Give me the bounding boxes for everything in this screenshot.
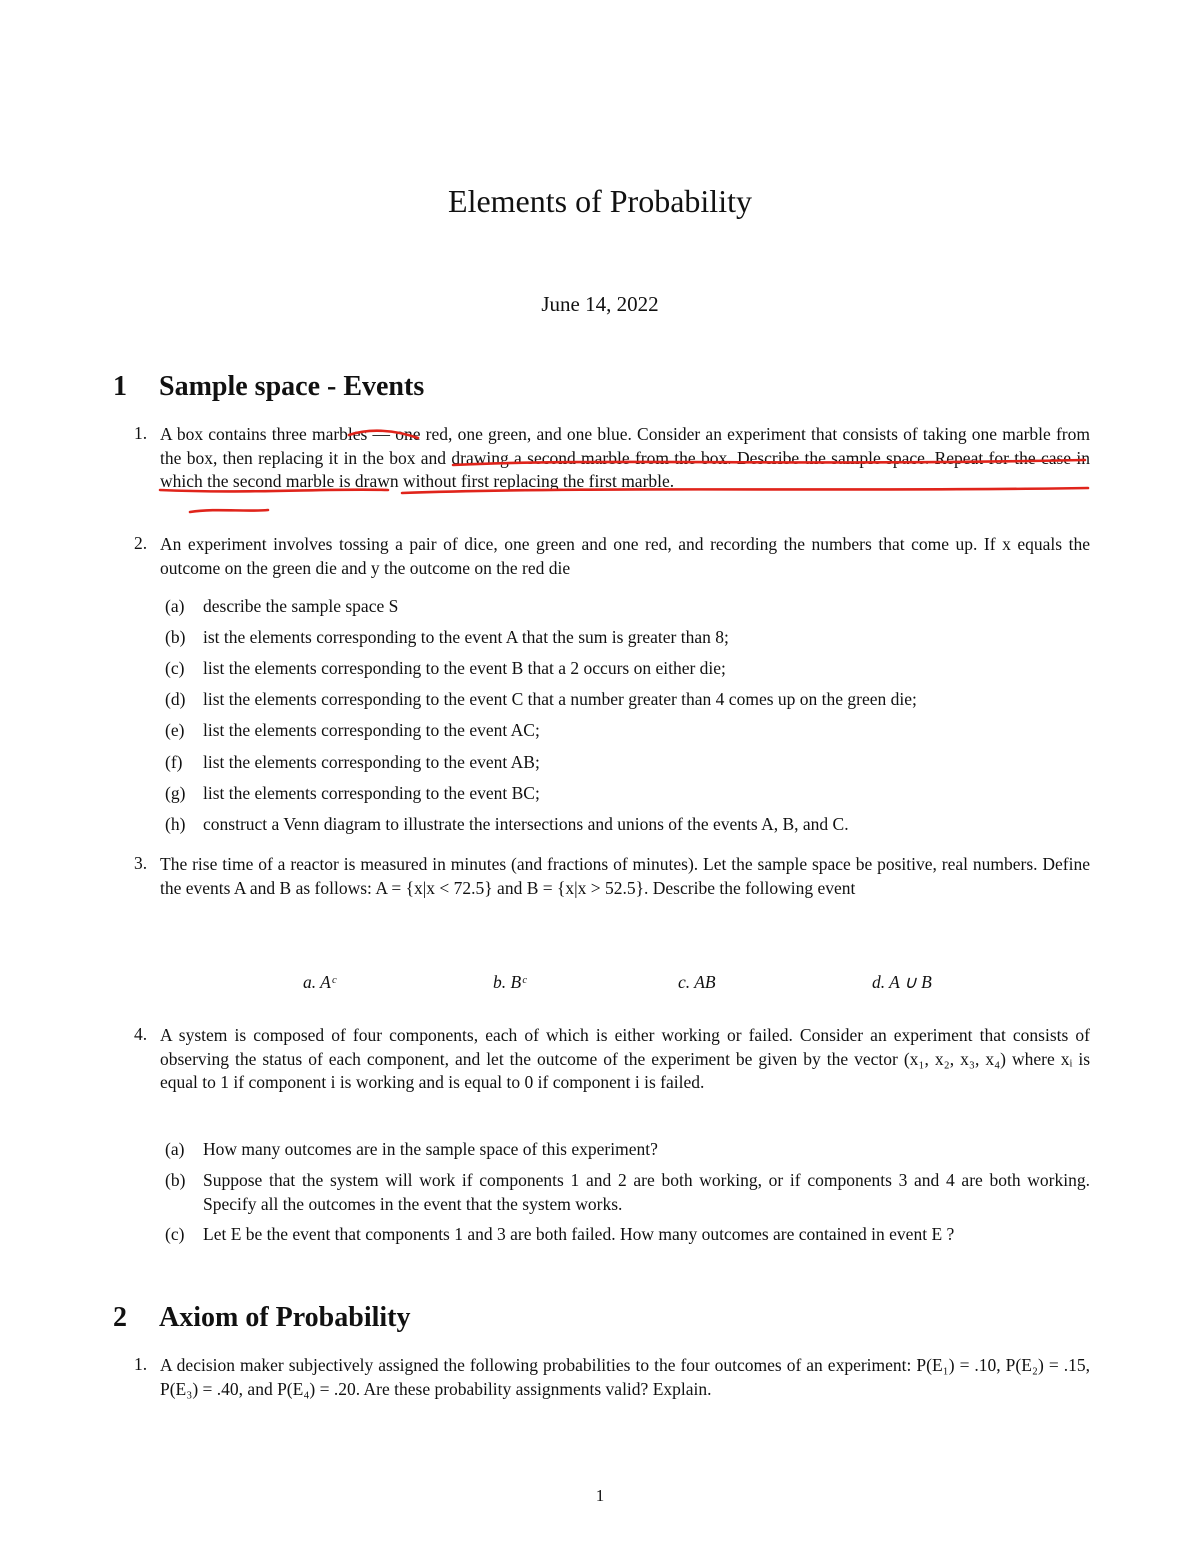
section-number: 2 (113, 1302, 127, 1333)
underline-mark (349, 431, 418, 438)
event-item: a. Aᶜ (303, 972, 336, 992)
underline-mark (160, 490, 388, 492)
question-number: 2. (134, 533, 148, 553)
question-text: The rise time of a reactor is measured in minutes (and fractions of minutes). Let the sample space be positive, real numbers. Define the events A and B as follows: A = {x|x < 72.5} and B = {x|x > 52.5}. Describe the following event (160, 854, 1090, 898)
section-title: Sample space - Events (159, 371, 425, 402)
item-label: (c) (165, 1224, 185, 1244)
item-text: How many outcomes are in the sample space of this experiment? (203, 1139, 658, 1159)
item-text: list the elements corresponding to the event AB; (203, 752, 540, 772)
item-label: (f) (165, 752, 183, 772)
question-number: 4. (134, 1024, 148, 1044)
underline-mark (453, 460, 1085, 465)
question-number: 1. (134, 423, 148, 443)
item-label: (c) (165, 658, 185, 678)
item-text: list the elements corresponding to the event BC; (203, 783, 540, 803)
question-text: A box contains three marbles — one red, one green, and one blue. Consider an experiment that consists of taking one marble from the box, then replacing it in the box and drawing a second marble from the box. Describe the sample space. Repeat for the case in which the second marble is drawn without first replacing the first marble. (160, 424, 1090, 491)
page-number: 1 (595, 1486, 605, 1505)
item-text: construct a Venn diagram to illustrate the intersections and unions of the events A, B, and C. (203, 814, 849, 834)
underline-mark (402, 488, 1088, 493)
event-item: d. A ∪ B (872, 972, 932, 992)
document-date: June 14, 2022 (541, 292, 659, 316)
underline-mark (190, 510, 268, 512)
event-item: c. AB (678, 972, 716, 992)
question-number: 1. (134, 1354, 148, 1374)
question-text: A decision maker subjectively assigned the following probabilities to the four outcomes of an experiment: P(E₁) = .10, P(E₂) = .15, P(E₃) = .40, and P(E₄) = .20. Are these probability assignments valid? Explain. (160, 1355, 1090, 1399)
item-label: (a) (165, 596, 185, 616)
question-number: 3. (134, 853, 148, 873)
item-label: (d) (165, 689, 186, 709)
event-item: b. Bᶜ (493, 972, 526, 992)
item-label: (h) (165, 814, 186, 834)
item-text: list the elements corresponding to the event AC; (203, 720, 540, 740)
question-text: An experiment involves tossing a pair of dice, one green and one red, and recording the numbers that come up. If x equals the outcome on the green die and y the outcome on the red die (160, 534, 1090, 578)
item-label: (g) (165, 783, 186, 803)
item-text: Suppose that the system will work if components 1 and 2 are both working, or if components 3 and 4 are both working. Specify all the outcomes in the event that the system works. (203, 1170, 1090, 1214)
item-text: list the elements corresponding to the event C that a number greater than 4 comes up on the green die; (203, 689, 917, 709)
document-title: Elements of Probability (448, 183, 752, 219)
item-text: describe the sample space S (203, 596, 399, 616)
item-text: list the elements corresponding to the event B that a 2 occurs on either die; (203, 658, 726, 678)
item-text: Let E be the event that components 1 and 3 are both failed. How many outcomes are contained in event E ? (203, 1224, 955, 1244)
item-label: (b) (165, 1170, 186, 1190)
section-number: 1 (113, 371, 127, 402)
item-label: (e) (165, 720, 185, 740)
section-title: Axiom of Probability (159, 1302, 411, 1333)
item-label: (b) (165, 627, 186, 647)
question-text: A system is composed of four components, each of which is either working or failed. Consider an experiment that consists of observing the status of each component, and let the outcome of the experiment be given by the vector (x₁, x₂, x₃, x₄) where xᵢ is equal to 1 if component i is working and is equal to 0 if component i is failed. (160, 1025, 1090, 1092)
item-label: (a) (165, 1139, 185, 1159)
item-text: ist the elements corresponding to the event A that the sum is greater than 8; (203, 627, 729, 647)
